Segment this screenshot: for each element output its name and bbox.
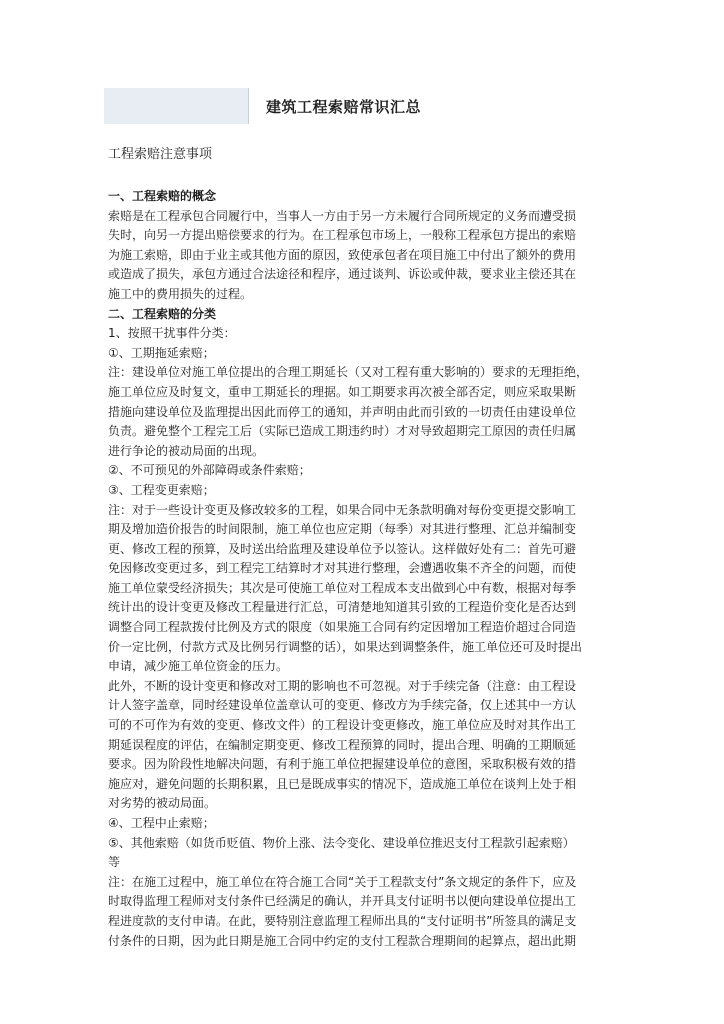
text-line: 1、按照干扰事件分类：	[108, 326, 236, 341]
text-line: 对劣势的被动局面。	[108, 796, 217, 811]
text-line: 要求。因为阶段性地解决问题，有利于施工单位把握建设单位的意图，采取积极有效的措	[108, 757, 577, 772]
text-line: 调整合同工程款拨付比例及方式的限度（如果施工合同有约定因增加工程造价超过合同造	[108, 620, 577, 635]
text-line: 可的不可作为有效的变更、修改文件）的工程设计变更修改，施工单位应及时对其作出工	[108, 718, 577, 733]
text-line: ②、不可预见的外部障碍或条件索赔；	[108, 463, 311, 478]
document-title: 建筑工程索赔常识汇总	[266, 98, 422, 116]
text-line: 免因修改变更过多，到工程完工结算时才对其进行整理，会遭遇收集不齐全的问题，而使	[108, 561, 577, 576]
text-line: 或造成了损失，承包方通过合法途径和程序，通过谈判、诉讼或仲裁，要求业主偿还其在	[108, 267, 577, 282]
text-line: 为施工索赔，即由于业主或其他方面的原因，致使承包者在项目施工中付出了额外的费用	[108, 247, 577, 262]
text-line: 施应对，避免问题的长期积累，且已是既成事实的情况下，造成施工单位在谈判上处于相	[108, 776, 577, 791]
section-heading: 一、工程索赔的概念	[108, 189, 217, 203]
text-line: 注：建设单位对施工单位提出的合理工期延长（又对工程有重大影响的）要求的无理拒绝，	[108, 365, 589, 380]
text-line: 统计出的设计变更及修改工程量进行汇总，可清楚地知道其引致的工程造价变化是否达到	[108, 600, 577, 615]
text-line: 施工单位应及时复文，重申工期延长的理据。如工期要求再次被全部否定，则应采取果断	[108, 384, 577, 399]
text-line: ③、工程变更索赔；	[108, 482, 215, 497]
text-line: ⑤、其他索赔（如货币贬值、物价上涨、法令变化、建设单位推迟支付工程款引起索赔）	[108, 835, 575, 850]
text-line: 此外，不断的设计变更和修改对工期的影响也不可忽视。对于手续完备（注意：由工程设	[108, 678, 577, 693]
text-line: 负责。避免整个工程完工后（实际已造成工期违约时）才对导致超期完工原因的责任归属	[108, 424, 577, 439]
document-subtitle: 工程索赔注意事项	[108, 147, 213, 162]
text-line: 进行争论的被动局面的出现。	[108, 443, 265, 458]
text-line: 期延误程度的评估，在编制定期变更、修改工程预算的同时，提出合理、明确的工期顺延	[108, 737, 577, 752]
text-line: 计人签字盖章，同时经建设单位盖章认可的变更、修改方为手续完备，仅上述其中一方认	[108, 698, 577, 713]
text-line: 措施向建设单位及监理提出因此而停工的通知，并声明由此而引致的一切责任由建设单位	[108, 404, 577, 419]
text-line: 等	[108, 855, 121, 870]
text-line: 施工中的费用损失的过程。	[108, 286, 253, 301]
text-line: 施工单位蒙受经济损失；其次是可使施工单位对工程成本支出做到心中有数，根据对每季	[108, 580, 577, 595]
text-line: ①、工期拖延索赔；	[108, 345, 215, 360]
text-line: 更、修改工程的预算，及时送出给监理及建设单位予以签认。这样做好处有二：首先可避	[108, 541, 577, 556]
header-divider	[248, 88, 249, 124]
text-line: 期及增加造价报告的时间限制，施工单位也应定期（每季）对其进行整理、汇总并编制变	[108, 522, 577, 537]
text-line: 注：在施工过程中，施工单位在符合施工合同“关于工程款支付”条文规定的条件下，应及	[108, 874, 577, 889]
text-line: 价一定比例，付款方式及比例另行调整的话），如果达到调整条件，施工单位还可及时提出	[108, 639, 583, 654]
text-line: 失时，向另一方提出赔偿要求的行为。在工程承包市场上，一般称工程承包方提出的索赔	[108, 228, 577, 243]
text-line: ④、工程中止索赔；	[108, 816, 215, 830]
text-line: 索赔是在工程承包合同履行中，当事人一方由于另一方未履行合同所规定的义务而遭受损	[108, 208, 577, 223]
text-line: 付条件的日期，因为此日期是施工合同中约定的支付工程款合理期间的起算点，超出此期	[108, 933, 577, 948]
text-line: 注：对于一些设计变更及修改较多的工程，如果合同中无条款明确对每份变更提交影响工	[108, 502, 577, 517]
text-line: 申请，减少施工单位资金的压力。	[108, 659, 289, 674]
text-line: 时取得监理工程师对支付条件已经满足的确认，并开具支付证明书以便向建设单位提出工	[108, 894, 577, 909]
document-body	[108, 146, 616, 951]
header-shade-block	[104, 88, 248, 124]
text-line: 程进度款的支付申请。在此，要特别注意监理工程师出具的“支付证明书”所签具的满足支	[108, 913, 577, 928]
section-heading: 二、工程索赔的分类	[108, 306, 217, 321]
